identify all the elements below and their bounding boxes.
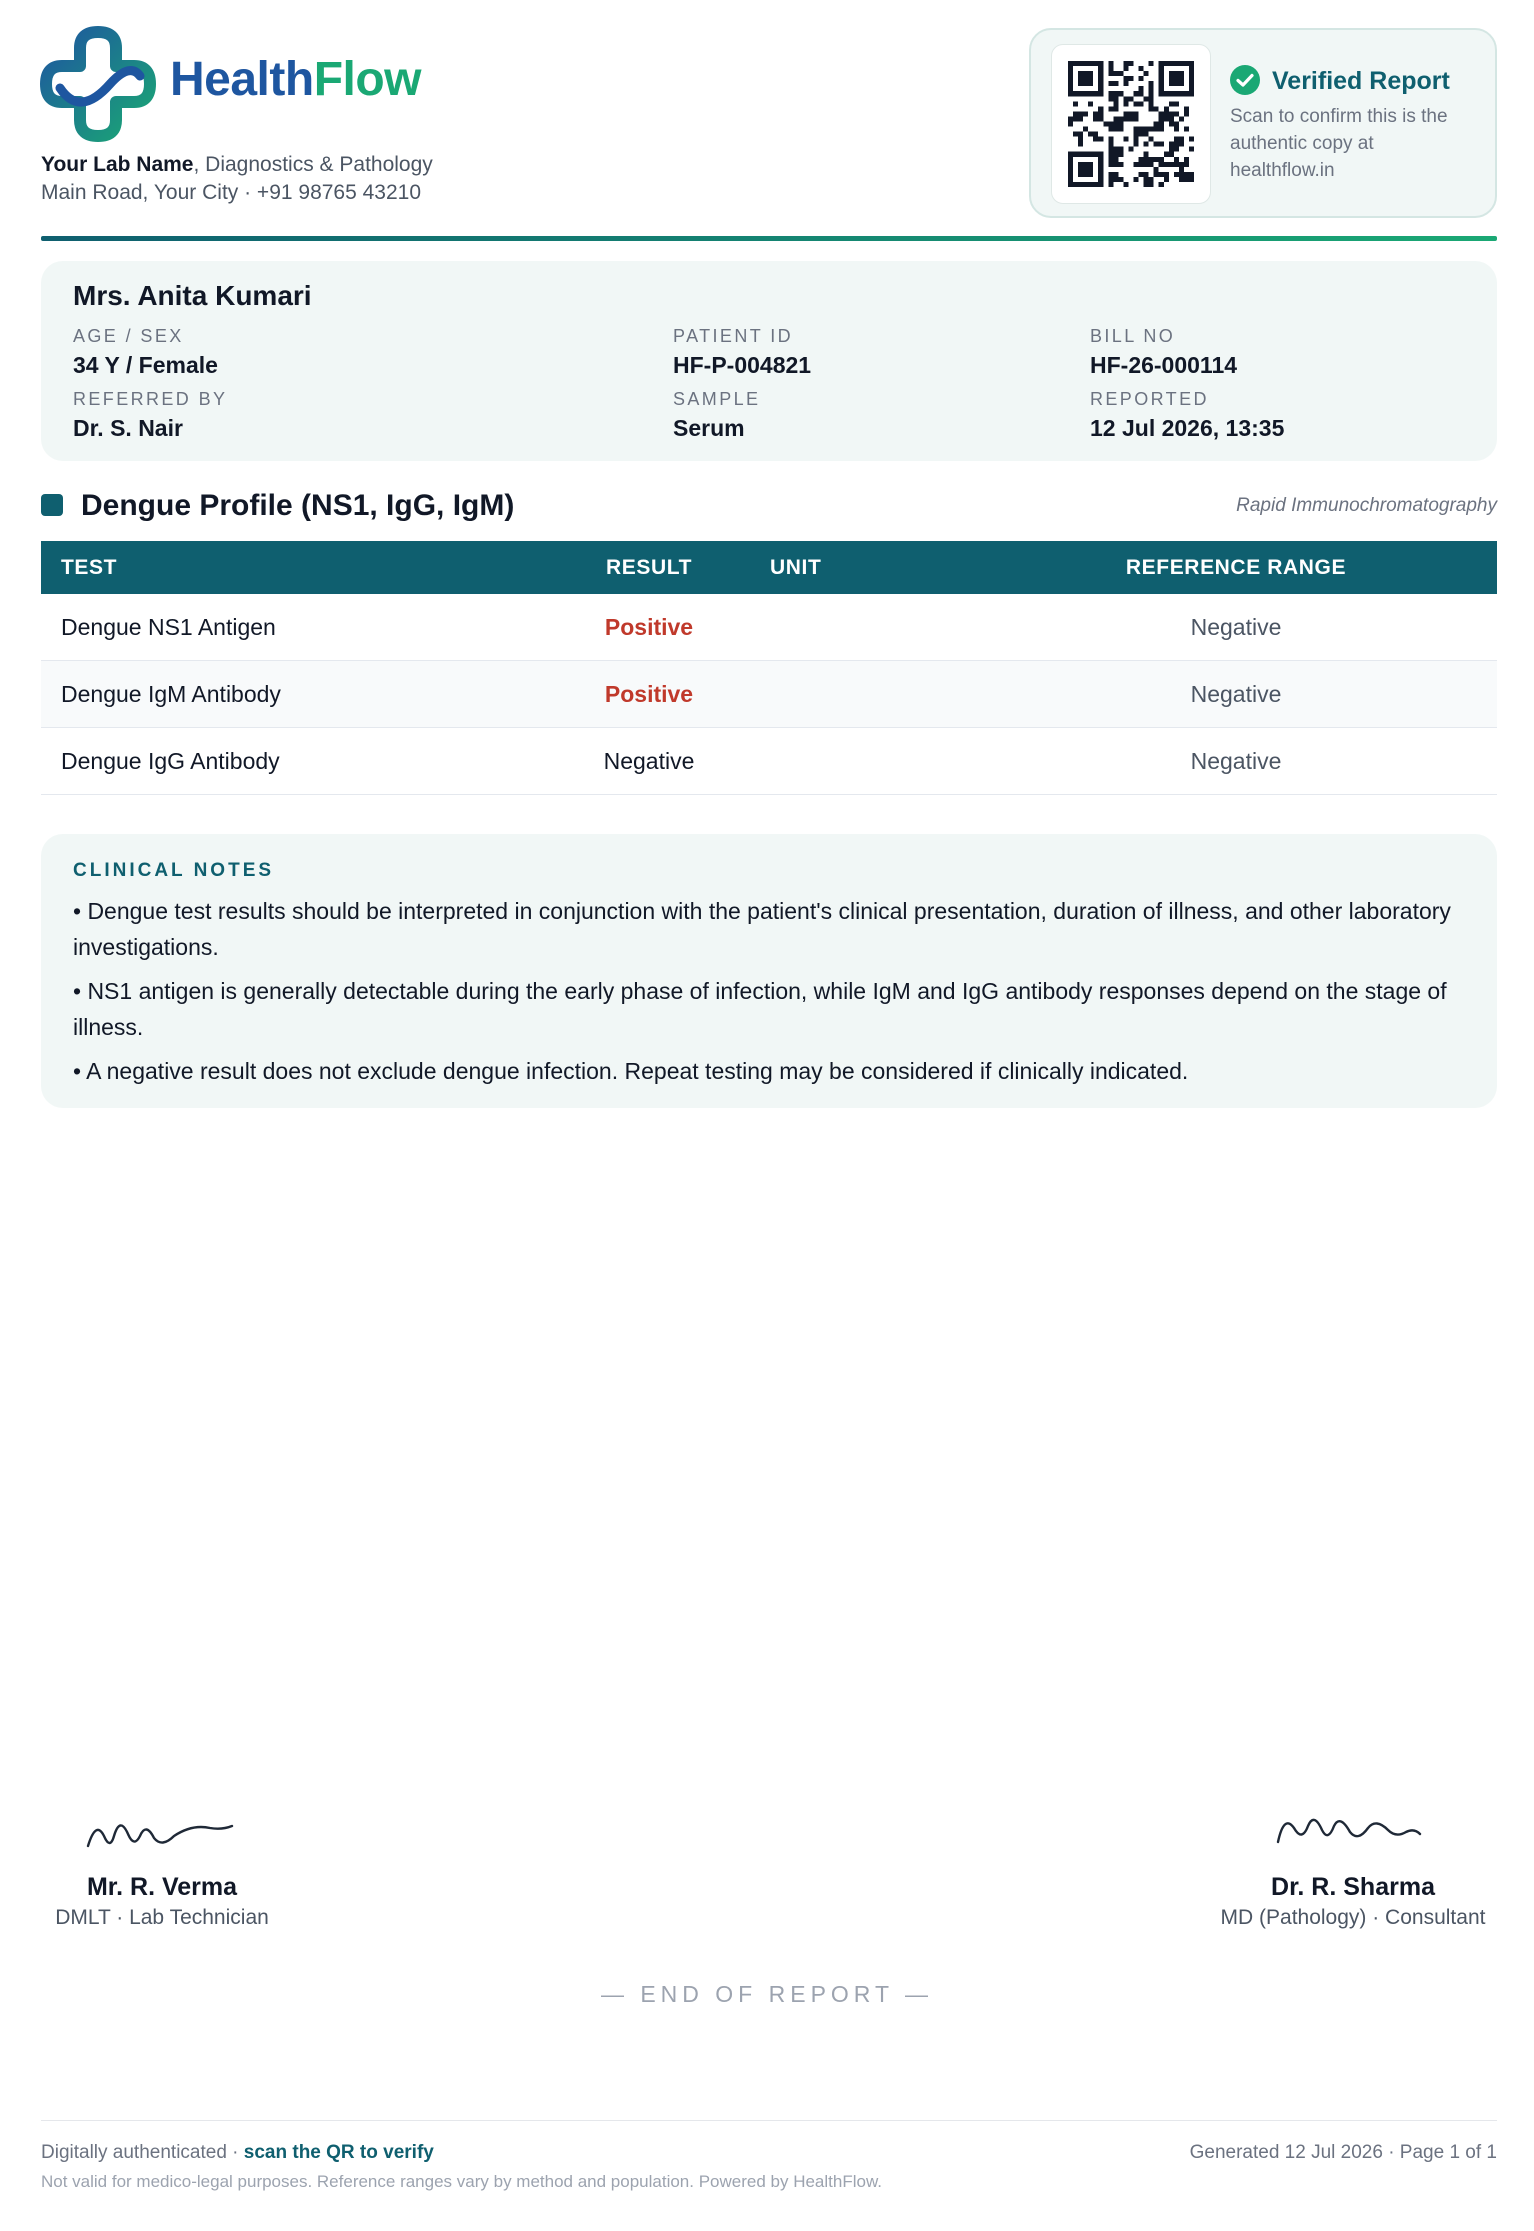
referred-by-label: REFERRED BY — [73, 389, 228, 409]
clinical-notes-title: CLINICAL NOTES — [73, 860, 275, 881]
test-reference: Negative — [1190, 748, 1282, 774]
consultant-signature — [1272, 1802, 1432, 1852]
test-result: Positive — [604, 681, 694, 707]
table-header — [41, 541, 1497, 594]
table-row — [41, 661, 1497, 728]
test-reference: Negative — [1190, 681, 1282, 707]
sample-value: Serum — [673, 415, 745, 441]
footer-divider — [41, 2120, 1497, 2121]
header-reference-range: REFERENCE RANGE — [1125, 556, 1347, 579]
technician-role: DMLT · Lab Technician — [55, 1906, 269, 1929]
section-marker-icon — [41, 494, 63, 516]
age-sex-label: AGE / SEX — [73, 326, 184, 346]
section-title: Dengue Profile (NS1, IgG, IgM) — [81, 489, 515, 522]
table-row — [41, 594, 1497, 661]
header-test: TEST — [61, 556, 118, 579]
qr-code[interactable] — [1051, 44, 1211, 204]
footer-auth-text: Digitally authenticated · — [41, 2142, 239, 2163]
brand-part-1: Health — [170, 53, 314, 106]
test-name: Dengue IgG Antibody — [61, 748, 280, 774]
patient-name: Mrs. Anita Kumari — [73, 280, 312, 311]
check-circle-icon — [1229, 64, 1261, 96]
lab-address: Main Road, Your City · +91 98765 43210 — [41, 181, 422, 204]
test-name: Dengue IgM Antibody — [61, 681, 281, 707]
patient-id-value: HF-P-004821 — [673, 352, 812, 378]
technician-name: Mr. R. Verma — [86, 1873, 238, 1901]
brand-part-2: Flow — [313, 53, 422, 106]
note-item: • Dengue test results should be interpreted in conjunction with the patient's clinical presentation, duration of illness, and other laboratory investigations. — [73, 898, 1451, 960]
verified-report-text: Scan to confirm this is the authentic copy at healthflow.in — [1230, 106, 1448, 181]
footer-auth — [41, 2141, 434, 2165]
lab-name-line — [41, 151, 433, 179]
note-item: • NS1 antigen is generally detectable during the early phase of infection, while IgM and IgG antibody responses depend on the stage of illness. — [73, 978, 1447, 1040]
patient-id-label: PATIENT ID — [673, 326, 794, 346]
footer-generated: Generated 12 Jul 2026 · Page 1 of 1 — [1189, 2142, 1497, 2163]
sample-label: SAMPLE — [673, 389, 761, 409]
reported-label: REPORTED — [1090, 389, 1209, 409]
header-divider — [41, 236, 1497, 241]
verify-link[interactable]: scan the QR to verify — [243, 2142, 434, 2163]
header-result: RESULT — [605, 556, 693, 579]
test-result: Positive — [604, 614, 694, 640]
test-method: Rapid Immunochromatography — [1236, 495, 1497, 516]
age-sex-value: 34 Y / Female — [73, 352, 218, 378]
lab-name: Your Lab Name — [41, 153, 194, 176]
technician-signature — [82, 1806, 242, 1856]
test-result: Negative — [603, 748, 695, 774]
results-table — [41, 541, 1497, 795]
bill-no-label: BILL NO — [1090, 326, 1176, 346]
footer-disclaimer: Not valid for medico-legal purposes. Reference ranges vary by method and population. Powered by HealthFlow. — [41, 2172, 883, 2191]
bill-no-value: HF-26-000114 — [1090, 352, 1238, 378]
table-row — [41, 728, 1497, 795]
note-item: • A negative result does not exclude dengue infection. Repeat testing may be considered if clinically indicated. — [73, 1058, 1189, 1084]
test-name: Dengue NS1 Antigen — [61, 614, 276, 640]
lab-tagline: , Diagnostics & Pathology — [193, 153, 433, 176]
end-of-report: — END OF REPORT — — [600, 1981, 934, 2007]
qr-code-icon — [1068, 61, 1194, 187]
consultant-name: Dr. R. Sharma — [1271, 1873, 1435, 1901]
healthflow-logo-icon — [40, 26, 156, 142]
test-reference: Negative — [1190, 614, 1282, 640]
header-unit: UNIT — [770, 556, 822, 579]
reported-value: 12 Jul 2026, 13:35 — [1090, 415, 1285, 441]
verified-report-title: Verified Report — [1272, 67, 1450, 95]
brand-name — [170, 53, 422, 106]
clinical-notes-body — [73, 893, 1473, 1097]
consultant-role: MD (Pathology) · Consultant — [1220, 1906, 1486, 1929]
referred-by-value: Dr. S. Nair — [73, 415, 183, 441]
